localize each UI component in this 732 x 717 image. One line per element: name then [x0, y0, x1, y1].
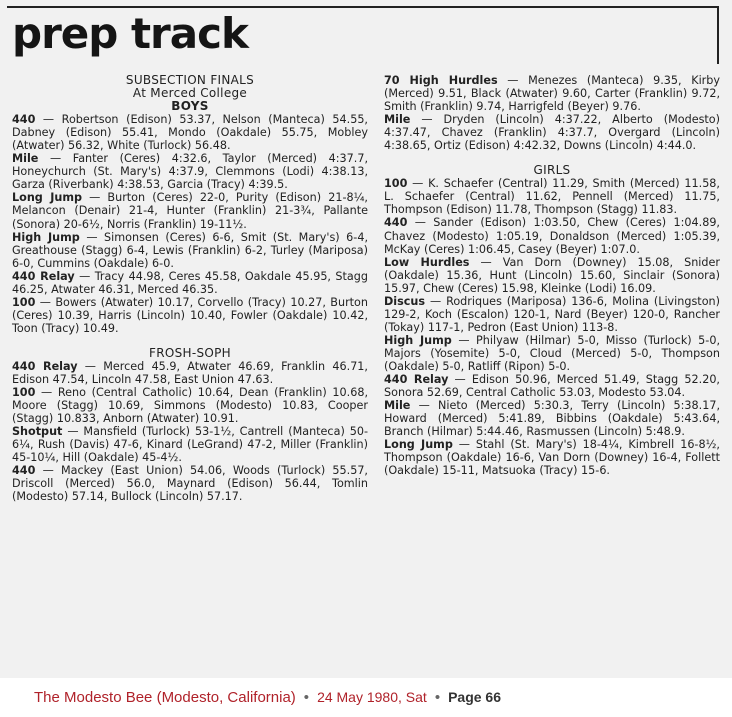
event-name: Mile	[384, 399, 411, 413]
event-results: — Mackey (East Union) 54.06, Woods (Turlock) 55.57, Driscoll (Merced) 56.0, Maynard (Edison) 56.44, Tomlin (Modesto) 57.14, Bullock (Lincoln) 57.17.	[12, 464, 368, 504]
result-entry	[384, 113, 720, 152]
event-name: Shotput	[12, 425, 63, 439]
girls-title: GIRLS	[533, 163, 571, 178]
publication-date[interactable]: 24 May 1980, Sat	[317, 689, 427, 705]
event-name: Mile	[384, 113, 411, 127]
event-name: Mile	[12, 152, 39, 166]
event-name: 100	[12, 386, 36, 400]
event-results: — Tracy 44.98, Ceres 45.58, Oakdale 45.95, Stagg 46.25, Atwater 46.31, Merced 46.35.	[12, 269, 368, 296]
event-name: 100	[12, 295, 36, 309]
venue: At Merced College	[132, 86, 248, 101]
right-column	[384, 74, 720, 477]
result-entry	[12, 270, 368, 296]
result-entry	[12, 386, 368, 425]
event-name: 440	[12, 113, 36, 127]
event-name: High Jump	[12, 230, 80, 244]
frosh-soph-results	[12, 360, 368, 504]
result-entry	[384, 216, 720, 255]
event-results: — Reno (Central Catholic) 10.64, Dean (Franklin) 10.68, Moore (Stagg) 10.69, Simmons (Modesto) 10.83, Cooper (Stagg) 10.833, Anborn (Atwater) 10.91.	[12, 386, 368, 426]
event-results: — Dryden (Lincoln) 4:37.22, Alberto (Modesto) 4:37.47, Chavez (Franklin) 4:37.7, Overgard (Lincoln) 4:38.65, Ortiz (Edison) 4:42.32, Downs (Lincoln) 4:44.0.	[384, 113, 720, 153]
boys-results	[12, 113, 368, 335]
result-entry	[12, 152, 368, 191]
frosh-soph-title: FROSH-SOPH	[149, 345, 231, 360]
event-name: 440 Relay	[12, 359, 78, 373]
boys-results-continued	[384, 74, 720, 152]
event-name: 440	[384, 216, 408, 230]
event-results: — Van Dorn (Downey) 15.08, Snider (Oakdale) 15.36, Hunt (Lincoln) 15.60, Sinclair (Sonora) 15.97, Chew (Ceres) 15.98, Kleinke (Lodi) 16.09.	[384, 255, 720, 295]
page-number[interactable]: Page 66	[448, 689, 502, 705]
event-results: — Bowers (Atwater) 10.17, Corvello (Tracy) 10.27, Burton (Ceres) 10.39, Harris (Lincoln) 10.40, Fowler (Oakdale) 10.42, Toon (Tracy) 10.49.	[12, 295, 368, 335]
result-entry	[384, 438, 720, 477]
caption-separator: •	[434, 689, 441, 706]
event-results: — Merced 45.9, Atwater 46.69, Franklin 46.71, Edison 47.54, Lincoln 47.58, East Union 47.63.	[12, 359, 368, 387]
event-results: — Edison 50.96, Merced 51.49, Stagg 52.20, Sonora 52.69, Central Catholic 53.03, Modesto 53.04.	[384, 373, 720, 400]
girls-results	[384, 177, 720, 477]
event-name: 440	[12, 464, 36, 478]
event-name: 440 Relay	[384, 373, 449, 387]
event-results: — Stahl (St. Mary's) 18-4¼, Kimbrell 16-8½, Thompson (Oakdale) 16-6, Van Dorn (Downey) 16-4, Follett (Oakdale) 15-11, Matsuoka (Tracy) 15-6.	[384, 438, 720, 478]
event-results: — Burton (Ceres) 22-0, Purity (Edison) 21-8¼, Melancon (Denair) 21-4, Hunter (Franklin) 21-3¾, Pallante (Sonora) 20-6½, Norris (Franklin) 19-11½.	[12, 191, 368, 231]
event-results: — Robertson (Edison) 53.37, Nelson (Manteca) 54.55, Dabney (Edison) 55.41, Mondo (Oakdale) 55.75, Mobley (Atwater) 56.32, White (Turlock) 56.48.	[12, 113, 368, 153]
result-entry	[384, 295, 720, 334]
event-name: Long Jump	[12, 191, 83, 205]
result-entry	[384, 334, 720, 373]
result-entry	[384, 74, 720, 113]
event-name: 100	[384, 177, 408, 191]
event-name: 70 High Hurdles	[384, 74, 498, 87]
result-entry	[12, 360, 368, 386]
result-entry	[384, 256, 720, 295]
event-results: — Nieto (Merced) 5:30.3, Terry (Lincoln) 5:38.17, Howard (Merced) 5:41.89, Bibbins (Oakdale) 5:43.64, Branch (Hilmar) 5:44.46, Rasmussen (Lincoln) 5:48.9.	[384, 399, 720, 439]
event-results: — Fanter (Ceres) 4:32.6, Taylor (Merced) 4:37.7, Honeychurch (St. Mary's) 4:37.9, Clemmons (Lodi) 4:38.13, Garza (Riverbank) 4:38.53, Garcia (Tracy) 4:39.5.	[12, 152, 368, 192]
result-entry	[384, 177, 720, 216]
subsection-title: SUBSECTION FINALS	[125, 73, 255, 87]
result-entry	[12, 231, 368, 270]
event-results: — Philyaw (Hilmar) 5-0, Misso (Turlock) 5-0, Majors (Yosemite) 5-0, Cloud (Merced) 5-0, Thompson (Oakdale) 5-0, Ratliff (Ripon) 5-0.	[384, 333, 720, 373]
event-name: 440 Relay	[12, 269, 75, 283]
result-entry	[12, 191, 368, 230]
result-entry	[12, 113, 368, 152]
result-entry	[12, 296, 368, 335]
result-entry	[384, 373, 720, 399]
result-entry	[12, 425, 368, 464]
boys-title: BOYS	[171, 99, 209, 114]
event-results: — Mansfield (Turlock) 53-1½, Cantrell (Manteca) 50-6¼, Rush (Davis) 47-6, Kinard (LeGrand) 47-2, Miller (Franklin) 45-10¼, Hill (Oakdale) 45-4½.	[12, 425, 368, 465]
event-results: — Rodriques (Mariposa) 136-6, Molina (Livingston) 129-2, Koch (Escalon) 120-1, Nard (Beyer) 120-0, Rancher (Tokay) 117-1, Pedron (East Union) 113-8.	[384, 294, 720, 334]
event-name: Low Hurdles	[384, 255, 470, 269]
event-name: High Jump	[384, 333, 452, 347]
result-entry	[12, 464, 368, 503]
publication-link[interactable]: The Modesto Bee (Modesto, California)	[34, 689, 296, 706]
event-results: — Menezes (Manteca) 9.35, Kirby (Merced) 9.51, Black (Atwater) 9.60, Carter (Franklin) 9.72, Smith (Franklin) 9.74, Harrigfeld (Beyer) 9.76.	[384, 74, 720, 114]
left-column	[12, 74, 368, 504]
page-title: prep track	[12, 9, 248, 58]
event-name: Long Jump	[384, 438, 453, 452]
event-results: — Sander (Edison) 1:03.50, Chew (Ceres) 1:04.89, Chavez (Modesto) 1:05.19, Donaldson (Merced) 1:05.39, McKay (Ceres) 1:06.45, Casey (Beyer) 1:07.0.	[384, 216, 720, 256]
event-results: — K. Schaefer (Central) 11.29, Smith (Merced) 11.58, L. Schaefer (Central) 11.62, Pennell (Merced) 11.75, Thompson (Edison) 11.78, Thompson (Stagg) 11.83.	[384, 177, 720, 217]
result-entry	[384, 399, 720, 438]
caption-separator: •	[303, 689, 310, 706]
event-name: Discus	[384, 294, 426, 308]
event-results: — Simonsen (Ceres) 6-6, Smit (St. Mary's) 6-4, Greathouse (Stagg) 6-4, Lewis (Franklin) 6-2, Turley (Mariposa) 6-0, Cummins (Oakdale) 6-0.	[12, 230, 369, 270]
source-caption	[0, 678, 732, 716]
